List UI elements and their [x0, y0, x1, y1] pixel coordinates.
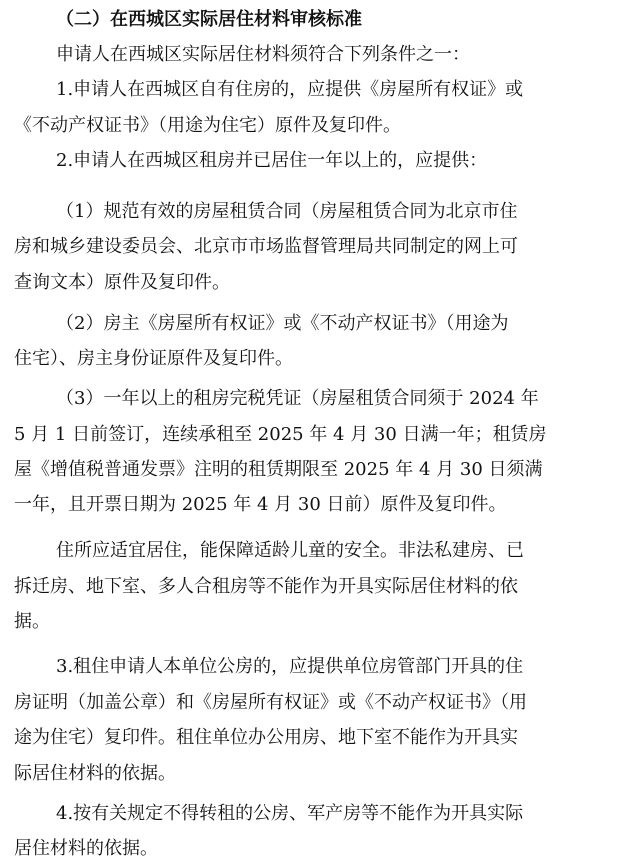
item-2-sub-3-line-2: 5 月 1 日前签订，连续承租至 2025 年 4 月 30 日满一年；租赁房 [14, 424, 547, 445]
item-2-sub-1-line-2: 房和城乡建设委员会、北京市市场监督管理局共同制定的网上可 [14, 236, 518, 257]
item-3-line-2: 房证明（加盖公章）和《房屋所有权证》或《不动产权证书》（用 [14, 692, 527, 713]
intro-paragraph: 申请人在西城区实际居住材料须符合下列条件之一： [56, 44, 470, 65]
item-2-sub-1-line-3: 查询文本）原件及复印件。 [14, 272, 230, 293]
residence-note-line-3: 据。 [14, 611, 50, 632]
item-2-sub-1-line-1: （1）规范有效的房屋租赁合同（房屋租赁合同为北京市住 [56, 201, 518, 222]
residence-note-line-1: 住所应适宜居住，能保障适龄儿童的安全。非法私建房、已 [56, 540, 524, 561]
item-3-line-1: 3.租住申请人本单位公房的，应提供单位房管部门开具的住 [56, 656, 524, 677]
item-2-sub-3-line-1: （3）一年以上的租房完税凭证（房屋租赁合同须于 2024 年 [56, 388, 539, 409]
item-2-heading: 2.申请人在西城区租房并已居住一年以上的，应提供： [56, 150, 488, 171]
item-2-sub-2-line-2: 住宅）、房主身份证原件及复印件。 [14, 348, 293, 369]
item-1-line-2: 《不动产权证书》（用途为住宅）原件及复印件。 [14, 115, 401, 136]
item-2-sub-3-line-4: 一年，且开票日期为 2025 年 4 月 30 日前）原件及复印件。 [14, 494, 507, 515]
item-1-line-1: 1.申请人在西城区自有住房的，应提供《房屋所有权证》或 [56, 79, 524, 100]
item-4-line-2: 居住材料的依据。 [14, 838, 158, 859]
item-2-sub-3-line-3: 屋《增值税普通发票》注明的租赁期限至 2025 年 4 月 30 日须满 [14, 459, 543, 480]
item-3-line-4: 际居住材料的依据。 [14, 763, 176, 784]
residence-note-line-2: 拆迁房、地下室、多人合租房等不能作为开具实际居住材料的依 [14, 576, 518, 597]
item-2-sub-2-line-1: （2）房主《房屋所有权证》或《不动产权证书》（用途为 [56, 313, 509, 334]
item-3-line-3: 途为住宅）复印件。租住单位办公用房、地下室不能作为开具实 [14, 727, 518, 748]
item-4-line-1: 4.按有关规定不得转租的公房、军产房等不能作为开具实际 [56, 803, 524, 824]
section-title: （二）在西城区实际居住材料审核标准 [56, 9, 362, 30]
